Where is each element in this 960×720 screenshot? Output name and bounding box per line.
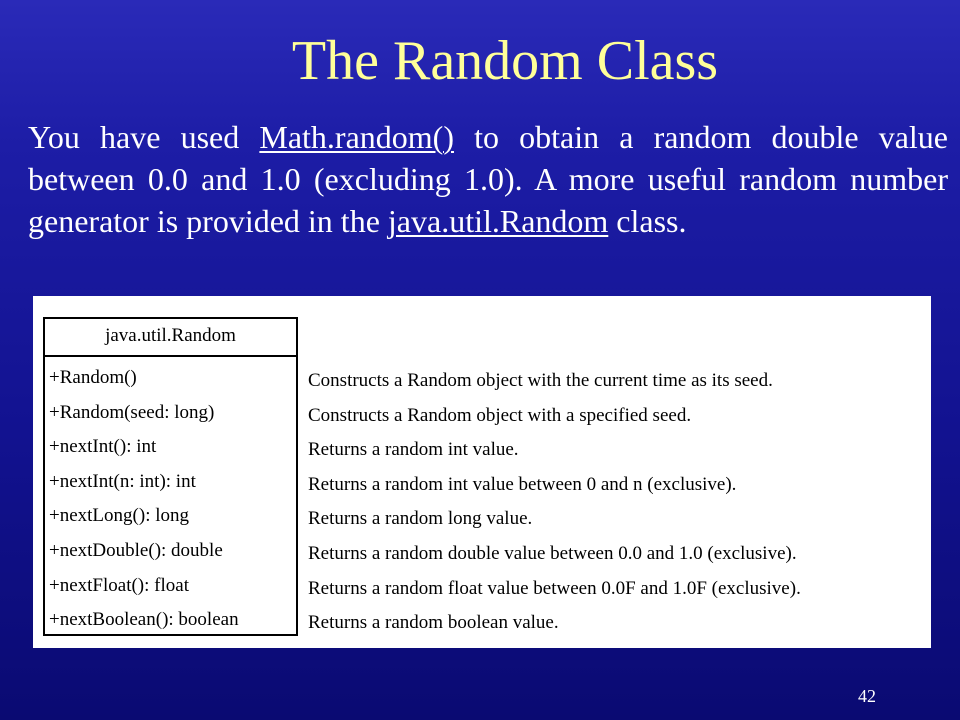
uml-class-name: java.util.Random xyxy=(45,319,296,357)
uml-method: +nextLong(): long xyxy=(49,505,189,527)
method-description: Returns a random int value between 0 and n (exclusive). xyxy=(308,473,737,495)
intro-text-1: You have used xyxy=(28,119,260,155)
uml-panel xyxy=(33,296,931,648)
uml-method: +Random() xyxy=(49,367,137,388)
intro-text-3: class. xyxy=(608,203,687,239)
intro-text-2: to obtain a random double value between 0.0 and 1.0 (excluding 1.0). A more useful random number generator is provided in the xyxy=(28,119,949,239)
slide-title: The Random Class xyxy=(291,30,719,92)
intro-paragraph xyxy=(28,116,948,242)
method-description: Constructs a Random object with the current time as its seed. xyxy=(308,370,773,391)
method-description: Returns a random float value between 0.0F and 1.0F (exclusive). xyxy=(308,577,801,599)
math-random-link: Math.random() xyxy=(259,119,454,155)
uml-method: +nextFloat(): float xyxy=(49,574,189,596)
method-descriptions xyxy=(308,364,801,641)
uml-method: +nextBoolean(): boolean xyxy=(49,609,239,631)
method-description: Returns a random double value between 0.0 and 1.0 (exclusive). xyxy=(308,542,797,564)
method-description: Returns a random long value. xyxy=(308,508,533,530)
uml-method: +nextInt(): int xyxy=(49,436,157,458)
uml-method-list xyxy=(45,357,296,638)
uml-method: +Random(seed: long) xyxy=(49,401,215,423)
uml-method: +nextInt(n: int): int xyxy=(49,470,196,492)
uml-class-box xyxy=(43,317,298,636)
java-util-random-link: java.util.Random xyxy=(387,203,609,239)
page-number: 42 xyxy=(858,686,876,706)
uml-method: +nextDouble(): double xyxy=(49,539,223,561)
method-description: Constructs a Random object with a specified seed. xyxy=(308,404,692,426)
method-description: Returns a random int value. xyxy=(308,439,519,461)
method-description: Returns a random boolean value. xyxy=(308,612,559,634)
